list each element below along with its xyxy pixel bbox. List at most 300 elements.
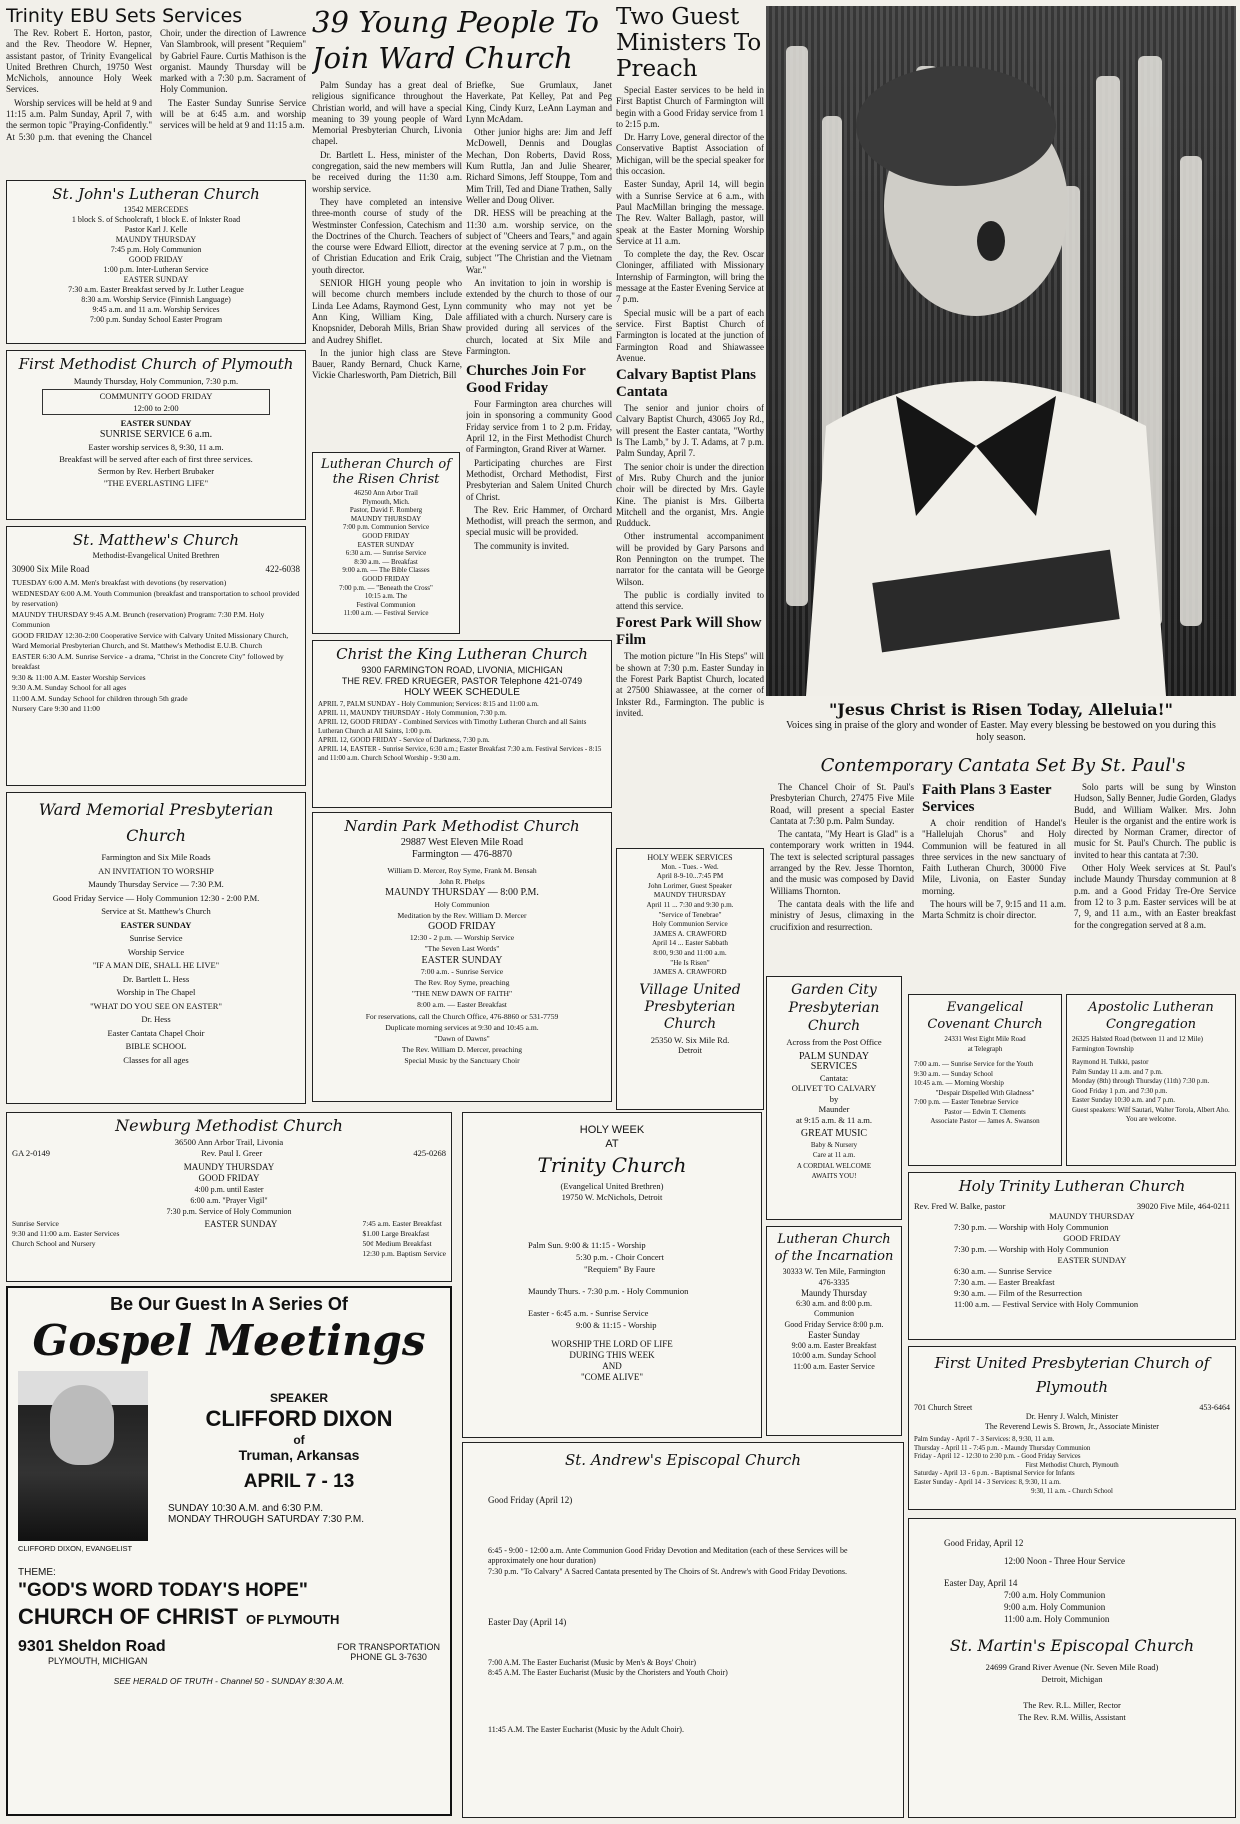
line: 7:30 p.m. "To Calvary" A Sacred Cantata presented by The Choirs of St. Andrew's with Good Friday Devotions. — [488, 1566, 847, 1576]
paragraph: The Rev. Eric Hammer, of Orchard Methodist, will preach the sermon, and special music will be provided. — [466, 504, 612, 538]
line: MAUNDY THURSDAY 9:45 A.M. Brunch (reservation) Program: 7:30 P.M. Holy Communion — [12, 609, 265, 629]
schedule-left — [12, 1219, 119, 1259]
line: Monday (8th) through Thursday (11th) 7:30 p.m. — [1072, 1077, 1210, 1085]
ad-lines — [1072, 1035, 1230, 1125]
line: 9:00 & 11:15 - Worship — [576, 1320, 657, 1330]
ad-head: Be Our Guest In A Series Of — [110, 1294, 348, 1314]
article-body — [312, 80, 462, 382]
line: Easter Day (April 14) — [488, 1617, 567, 1627]
line: EASTER SUNDAY — [120, 919, 192, 930]
line: First Methodist Church, Plymouth — [1025, 1461, 1119, 1469]
paragraph: Easter Sunday, April 14, will begin with a Sunrise Service at 6 a.m., with Paul MacMillan bringing the message. The Rev. Walter Ballagh, pastor, will speak at the Easter Morning Worship Service at 11 a.m. — [616, 179, 764, 246]
line: "Dawn of Dawns" — [434, 1034, 490, 1044]
church-name: CHURCH OF CHRIST — [18, 1604, 238, 1629]
ad-st-martins — [908, 1518, 1236, 1818]
ad-nardin-park — [312, 812, 612, 1102]
paragraph: Worship services will be held at 9 and 11:15 a.m. Palm Sunday, April 7, with the sermon topic "Praying-Confidently." At 5:30 p.m. that evening the Chancel Choir, under the direction of Lawrence Van Slambrook, will present "Requiem" by Gabriel Faure. Curtis Mathison is the organist. Maundy Thursday will be marked with a 7:30 p.m. Sacrament of Holy Communion. — [6, 28, 306, 142]
ad-st-matthews — [6, 526, 306, 786]
ad-lines — [12, 578, 300, 715]
speaker-town: Truman, Arkansas — [238, 1447, 360, 1463]
line: 7:45 a.m. Easter Breakfast — [362, 1219, 442, 1228]
line: "IF A MAN DIE, SHALL HE LIVE" — [92, 960, 220, 970]
article-col-mid — [922, 782, 1066, 935]
address: 701 Church Street — [914, 1403, 973, 1412]
line: 7:30 p.m. — Worship with Holy Communion — [954, 1222, 1109, 1232]
line: For reservations, call the Church Office, 476-8860 or 531-7759 — [365, 1011, 559, 1021]
line: William D. Mercer, Roy Syme, Frank M. Bensah — [387, 866, 537, 875]
line: SUNRISE SERVICE 6 a.m. — [99, 429, 213, 440]
ad-footer — [914, 1661, 1230, 1723]
speaker-of: of — [293, 1433, 305, 1447]
line: MAUNDY THURSDAY — [653, 891, 727, 900]
ad-risen-christ — [312, 452, 460, 634]
line: "Service of Tenebrae" — [658, 910, 722, 919]
line: 6:45 - 9:00 - 12:00 a.m. Ante Communion Good Friday Devotion and Meditation (each of these Services will be approximately one hour duration) — [488, 1545, 848, 1565]
line: "The Seven Last Words" — [424, 944, 500, 954]
address-row — [18, 1638, 440, 1666]
ad-lines — [914, 1537, 1230, 1625]
line: Guest speakers: Wilf Sautari, Walter Torola, Albert Aho. — [1072, 1105, 1230, 1114]
church-name: Lutheran Church of the Risen Christ — [320, 457, 452, 487]
line: Festival Communion — [356, 600, 416, 609]
paragraph: Briefke, Sue Grumlaux, Janet Haverkate, Pat Kelley, Pat and Peg King, Cindy Kurz, LeAnn Layman and Lynn McAdam. — [466, 80, 612, 124]
line: WORSHIP THE LORD OF LIFE — [551, 1339, 673, 1349]
easter-choir-photo — [766, 6, 1236, 696]
line: at 9:15 a.m. & 11 a.m. — [796, 1114, 872, 1125]
line: "He Is Risen" — [670, 958, 710, 967]
ad-lines — [914, 1035, 1056, 1127]
line: $1.00 Large Breakfast — [362, 1229, 430, 1238]
church-name: St. John's Lutheran Church — [52, 185, 260, 203]
line: 8:30 a.m. — Breakfast — [354, 557, 418, 566]
line: A CORDIAL WELCOME — [796, 1161, 872, 1170]
address-row — [914, 1403, 1230, 1412]
speaker-label: SPEAKER — [269, 1391, 328, 1405]
line: 50¢ Medium Breakfast — [362, 1239, 432, 1248]
address: 29887 West Eleven Mile Road — [400, 837, 524, 848]
line: Easter Cantata Chapel Choir — [107, 1027, 205, 1038]
line: EASTER SUNDAY — [120, 418, 192, 428]
line: 8:45 A.M. The Easter Eucharist (Music by the Choristers and Youth Choir) — [488, 1668, 728, 1677]
line: Easter Day, April 14 — [944, 1578, 1018, 1588]
line: Good Friday Service — Holy Communion 12:30 - 2:00 P.M. — [52, 892, 260, 903]
ad-evangelical-covenant — [908, 994, 1062, 1166]
choir-boy-mouth — [977, 221, 1005, 261]
church-name: First United Presbyterian Church of Plymouth — [934, 1354, 1210, 1396]
article-col3 — [466, 80, 612, 628]
line: MAUNDY THURSDAY — [115, 235, 197, 244]
subheadline: Churches Join For Good Friday — [466, 363, 586, 397]
line: Maundy Thursday — [800, 1288, 868, 1298]
subheadline: Faith Plans 3 Easter Services — [922, 782, 1052, 815]
line: Maundy Thursday, Holy Communion, 7:30 p.m. — [73, 376, 239, 386]
line: 7:00 p.m. — Easter Tenebrae Service — [914, 1098, 1019, 1106]
line: Pastor, David F. Romberg — [349, 506, 423, 515]
line: The Rev. Roy Syme, preaching — [414, 978, 510, 988]
line: APRIL 14, EASTER - Sunrise Service, 6:30 a.m.; Easter Breakfast 7:30 a.m. Festival Services - 8:15 and 11:00 a.m. Church School Worship - 9:30 a.m. — [318, 745, 602, 762]
ad-first-united-presbyterian — [908, 1346, 1236, 1510]
church-name: St. Matthew's Church — [72, 531, 240, 549]
line: AND — [602, 1361, 622, 1371]
paragraph: The motion picture "In His Steps" will be shown at 7:30 p.m. Easter Sunday in the Forest Park Baptist Church, located at 27500 Shiawassee, at the corner of Inkster Rd., Farmington. The public is invited. — [616, 651, 764, 718]
ad-footer — [468, 1339, 756, 1383]
phone: GA 2-0149 — [12, 1148, 51, 1158]
line: 8:00 a.m. — Easter Breakfast — [417, 1000, 507, 1010]
line: April 8-9-10...7:45 PM — [656, 872, 724, 881]
ad-apostolic-lutheran — [1066, 994, 1236, 1166]
church-name: Christ the King Lutheran Church — [336, 645, 588, 663]
line: 7:30 p.m. — Worship with Holy Communion — [954, 1244, 1109, 1254]
ad-lines — [12, 205, 300, 325]
line: 7:30 p.m. Service of Holy Communion — [166, 1207, 292, 1216]
ad-lines — [772, 1037, 896, 1182]
portrait-face — [50, 1385, 114, 1465]
ad-lines — [12, 375, 300, 489]
line: Palm Sun. 9:00 & 11:15 - Worship — [528, 1240, 646, 1250]
city: Detroit — [677, 1044, 703, 1055]
address: 19750 W. McNichols, Detroit — [561, 1192, 663, 1202]
paragraph: To complete the day, the Rev. Oscar Cloninger, affiliated with Missionary Internship of Farmington, will bring the message at the Easter Evening Service at 7 p.m. — [616, 249, 764, 305]
paragraph: Special Easter services to be held in First Baptist Church of Farmington will begin with a Good Friday service from 1 to 2:15 p.m. — [616, 85, 764, 129]
line: GREAT MUSIC — [800, 1128, 868, 1139]
ad-lines — [468, 1495, 898, 1735]
line: Service at St. Matthew's Church — [101, 906, 211, 916]
line: HOLY WEEK SERVICES — [647, 853, 733, 862]
line: "THE EVERLASTING LIFE" — [103, 478, 209, 488]
line: Dr. Hess — [141, 1014, 171, 1024]
line: Associate Pastor — James A. Swanson — [930, 1117, 1040, 1125]
line: 9:45 a.m. and 11 a.m. Worship Services — [92, 305, 220, 314]
line: John Lorimer, Guest Speaker — [648, 881, 732, 890]
paragraph: SENIOR HIGH young people who will become church members include Linda Lee Adams, Raymond Gest, Lynn Ann King, William King, Dale Knopsnider, Deborah Mills, Brian Shaw and Audrey Shiflet. — [312, 278, 462, 345]
line: Friday - April 12 - 12:30 to 2:30 p.m. - Good Friday Services — [914, 1453, 1081, 1461]
line: GOOD FRIDAY — [128, 255, 184, 264]
meeting-times: MONDAY THROUGH SATURDAY 7:30 P.M. — [168, 1514, 364, 1525]
line: Nursery Care 9:30 and 11:00 — [12, 704, 100, 713]
line: 11:00 a.m. — Festival Service with Holy Communion — [954, 1299, 1139, 1309]
paragraph: Solo parts will be sung by Winston Hudson, Sally Benner, Judie Gorden, Gladys Budd, and William Walker. Mrs. John Heuler is the organist and the entire work is directed by Norman Cramer, director of music for St. Paul's Church. The public is invited to hear this cantata at 7:30. — [1074, 782, 1236, 860]
paragraph: A choir rendition of Handel's "Hallelujah Chorus" and Holy Communion will be featured in all three services in the new sanctuary of Faith Lutheran Church, 30000 Five Mile, Livonia, on Easter Sunday morning. — [922, 818, 1066, 896]
schedule-row — [12, 1219, 446, 1259]
good-friday-box — [42, 389, 270, 415]
ad-village-united — [616, 848, 764, 1110]
subheadline: Forest Park Will Show Film — [616, 615, 762, 649]
line: 7:00 p.m. Communion Service — [342, 523, 430, 532]
paragraph: The Easter Sunday Sunrise Service will be at 6:45 a.m. and worship services will be held at 9 and 11:15 a.m. — [160, 97, 306, 131]
article-body — [466, 80, 612, 357]
line: "WHAT DO YOU SEE ON EASTER" — [90, 1000, 222, 1011]
line: 8:30 a.m. Worship Service (Finnish Language) — [81, 295, 231, 304]
church-name: Ward Memorial Presbyterian Church — [38, 800, 274, 845]
line: April 14 ... Easter Sabbath — [651, 939, 729, 948]
line: 12:30 - 2 p.m. — Worship Service — [409, 933, 515, 943]
line: Raymond H. Tulkki, pastor — [1072, 1058, 1149, 1066]
head: AT — [605, 1138, 619, 1150]
candle — [786, 46, 808, 606]
line: GOOD FRIDAY — [1063, 1233, 1121, 1243]
article-body — [616, 85, 764, 364]
line: 6:30 a.m. — Sunrise Service — [345, 549, 427, 558]
paragraph: The community is invited. — [474, 540, 569, 551]
article-body — [6, 28, 306, 143]
line: 7:00 a.m. - Sunrise Service — [420, 966, 504, 976]
ad-incarnation — [766, 1226, 902, 1436]
line: Maunder — [818, 1104, 850, 1114]
line: GOOD FRIDAY — [362, 574, 410, 583]
church-name: First Methodist Church of Plymouth — [18, 355, 294, 373]
line: April 11 ... 7:30 and 9:30 p.m. — [646, 900, 734, 909]
article-two-guest-ministers — [616, 4, 764, 844]
line: at Telegraph — [967, 1044, 1003, 1053]
theme-label: THEME: — [18, 1567, 56, 1578]
phone: 425-0268 — [413, 1148, 446, 1158]
ad-lines — [318, 489, 454, 618]
head: HOLY WEEK — [579, 1124, 645, 1136]
headline: Two Guest Ministers To Preach — [616, 4, 762, 82]
line: Dr. Bartlett L. Hess — [122, 973, 190, 984]
line: Easter Sunday 10:30 a.m. and 7 p.m. — [1072, 1096, 1176, 1104]
line: AN INVITATION TO WORSHIP — [98, 865, 214, 876]
line: 5:30 p.m. - Choir Concert — [576, 1252, 664, 1262]
caption-title: "Jesus Christ is Risen Today, Alleluia!" — [828, 700, 1174, 719]
church-city: OF PLYMOUTH — [246, 1612, 340, 1627]
ad-header — [468, 1123, 756, 1151]
theme: "GOD'S WORD TODAY'S HOPE" — [18, 1580, 308, 1601]
line: 10:15 a.m. The — [364, 592, 408, 601]
pastor: Rev. Fred W. Balke, pastor — [914, 1201, 1006, 1211]
line: Sunrise Service — [12, 1219, 59, 1228]
line: JAMES A. CRAWFORD — [653, 929, 727, 938]
church-name: Newburg Methodist Church — [115, 1116, 343, 1135]
line: MAUNDY THURSDAY — [1049, 1211, 1135, 1221]
transport-phone: PHONE GL 3-7630 — [350, 1652, 427, 1662]
pastor-row — [12, 1148, 446, 1158]
paragraph: The Chancel Choir of St. Paul's Presbyterian Church, 27475 Five Mile Road, will present a special Easter Cantata at 7:30 p.m. Palm Sunday. — [770, 782, 914, 826]
line: Good Friday, April 12 — [944, 1538, 1024, 1548]
line: The Rev. William D. Mercer, preaching — [401, 1045, 523, 1055]
line: Sunrise Service — [129, 933, 183, 943]
paragraph: Participating churches are First Methodist, Orchard Methodist, First Presbyterian and Salem United Church of Christ. — [466, 457, 612, 502]
minister: Dr. Henry J. Walch, Minister — [1025, 1412, 1119, 1421]
line: Palm Sunday - April 7 - 3 Services: 8, 9:30, 11 a.m. — [914, 1436, 1055, 1443]
line: Classes for all ages — [123, 1054, 189, 1065]
line: Maundy Thursday Service — 7:30 P.M. — [88, 879, 224, 889]
pastor: Rev. Paul I. Greer — [201, 1148, 263, 1158]
ad-gospel-meetings — [6, 1286, 452, 1816]
church-name: Lutheran Church of the Incarnation — [774, 1232, 894, 1264]
paragraph: In the junior high class are Steve Bauer, Randy Bernard, Chuck Karne, Vickie Charlesworth, Pam Dietrich, Bill — [312, 347, 462, 381]
article-body — [1074, 782, 1236, 935]
line: John R. Phelps — [439, 877, 485, 887]
article-trinity-ebu — [6, 6, 306, 176]
line: The Rev. R.L. Miller, Rector — [1023, 1700, 1121, 1710]
line: GOOD FRIDAY — [428, 921, 496, 933]
address: 36500 Ann Arbor Trail, Livonia — [174, 1137, 284, 1147]
line: Pastor — Edwin T. Clements — [944, 1107, 1026, 1116]
line: Church School and Nursery — [12, 1239, 96, 1248]
line: Special Music by the Sanctuary Choir — [404, 1056, 520, 1066]
line: 9:00 a.m. Holy Communion — [1004, 1602, 1106, 1612]
meeting-times: SUNDAY 10:30 A.M. and 6:30 P.M. — [168, 1503, 324, 1514]
line: APRIL 11, MAUNDY THURSDAY - Holy Communion, 7:30 p.m. — [318, 709, 507, 717]
schedule-right — [362, 1219, 446, 1259]
paragraph: The cantata deals with the life and ministry of Jesus, climaxing in the crucifixion and resurrection. — [770, 898, 914, 932]
line: EASTER SUNDAY — [123, 275, 189, 284]
line: 7:00 A.M. The Easter Eucharist (Music by Men's & Boys' Choir) — [488, 1657, 697, 1667]
paragraph: They have completed an intensive three-month course of study of the Westminster Confession, Catechism and the Doctrines of the Church. Teachers of the course were Edward Elliott, director of Christian Education and Erik Craig, youth director. — [312, 196, 462, 275]
line: Pastor Karl J. Kelle — [124, 225, 188, 234]
line: Sermon by Rev. Herbert Brubaker — [97, 466, 215, 476]
line: 7:00 a.m. Holy Communion — [1004, 1590, 1106, 1600]
phone: 453-6464 — [1199, 1403, 1230, 1412]
line: 11:00 a.m. — Festival Service — [343, 609, 429, 618]
line: "Despair Dispelled With Gladness" — [935, 1088, 1035, 1097]
line: Baby & Nursery — [810, 1140, 858, 1149]
line: "COME ALIVE" — [580, 1372, 644, 1382]
line: 12:00 to 2:00 — [133, 403, 179, 413]
line: 9:30 and 11:00 a.m. Easter Services — [12, 1229, 120, 1238]
ad-holy-trinity-lutheran — [908, 1172, 1236, 1340]
line: Meditation by the Rev. William D. Mercer — [397, 910, 527, 920]
ad-header — [318, 665, 606, 698]
meeting-dates: APRIL 7 - 13 — [243, 1471, 355, 1492]
article-body — [466, 399, 612, 552]
transport-block — [337, 1638, 440, 1666]
paragraph: Other junior highs are: Jim and Jeff McDowell, Dennis and Douglas Mechan, Don Roberts, David Ross, Kum Ruttla, Jan and Julie Shearer, Richard Simons, Jeff Stouppe, Tom and Mim Trill, Ted and Diane Trathen, Sally Weller and Doug Oliver. — [466, 127, 612, 205]
line: Breakfast will be served after each of first three services. — [59, 454, 253, 464]
line: 7:30 a.m. — Easter Breakfast — [954, 1277, 1055, 1287]
schedule-title: HOLY WEEK SCHEDULE — [404, 687, 520, 698]
line: 9:00 a.m. — The Bible Classes — [342, 566, 430, 575]
caption-text: Voices sing in praise of the glory and wonder of Easter. May every blessing be bestowed on you during this holy season. — [786, 720, 1216, 743]
line: Holy Communion — [434, 899, 490, 909]
photo-caption: CLIFFORD DIXON, EVANGELIST — [18, 1544, 133, 1553]
ad-lines — [468, 1239, 756, 1331]
line: APRIL 7, PALM SUNDAY - Holy Communion; Services: 8:15 and 11:00 a.m. — [318, 700, 539, 708]
line: Easter Sunday — [808, 1330, 860, 1340]
line: Holy Communion Service — [652, 920, 728, 929]
line: The Rev. R.M. Willis, Assistant — [1018, 1712, 1126, 1722]
line: WEDNESDAY 6:00 A.M. Youth Communion (breakfast and transportation to school provided by reservation) — [12, 588, 300, 608]
candle — [1180, 156, 1202, 626]
line: 24699 Grand River Avenue (Nr. Seven Mile Road) — [985, 1662, 1159, 1672]
line: Across from the Post Office — [786, 1037, 882, 1047]
line: Easter worship services 8, 9:30, 11 a.m. — [88, 442, 224, 452]
line: 9:30 & 11:00 A.M. Easter Worship Services — [12, 672, 146, 682]
pastor-row — [914, 1201, 1230, 1211]
phone: 422-6038 — [265, 564, 300, 574]
line: 7:45 p.m. Holy Communion — [110, 245, 202, 254]
line: MAUNDY THURSDAY — 8:00 P.M. — [385, 887, 539, 899]
line: DURING THIS WEEK — [569, 1350, 655, 1360]
ad-lines — [318, 865, 606, 1067]
ad-ward-memorial — [6, 792, 306, 1104]
ad-newburg — [6, 1112, 452, 1282]
article-body — [616, 651, 764, 719]
line: EASTER SUNDAY — [357, 540, 415, 549]
line: 10:00 a.m. Sunday School — [791, 1351, 877, 1360]
phone: Telephone 421-0749 — [500, 676, 583, 686]
denomination: Methodist-Evangelical United Brethren — [92, 551, 220, 560]
line: APRIL 12, GOOD FRIDAY - Service of Darkness, 7:30 p.m. — [318, 736, 490, 744]
speaker-info — [158, 1371, 440, 1553]
headline: Trinity EBU Sets Services — [6, 6, 243, 27]
ad-lines — [914, 1211, 1230, 1310]
line: 10:45 a.m. — Morning Worship — [914, 1079, 1004, 1087]
city: Farmington — 476-8870 — [412, 849, 512, 860]
article-body — [770, 782, 914, 935]
line: MAUNDY THURSDAY — [350, 514, 422, 523]
address-row — [12, 564, 300, 574]
line: 9:30, 11 a.m. - Church School — [1031, 1487, 1113, 1495]
church-row — [18, 1604, 440, 1630]
associate-minister: The Reverend Lewis S. Brown, Jr., Associate Minister — [985, 1422, 1159, 1431]
ad-lines — [772, 1267, 896, 1372]
line: 46250 Ann Arbor Trail — [354, 489, 418, 497]
line: 12:30 p.m. Baptism Service — [362, 1249, 446, 1258]
line: Palm Sunday 11 a.m. and 7 p.m. — [1072, 1067, 1163, 1076]
line: GOOD FRIDAY — [198, 1173, 260, 1183]
pastor-row — [318, 676, 606, 687]
paragraph: The hours will be 7, 9:15 and 11 a.m. Marta Schmitz is choir director. — [922, 899, 1066, 921]
subheadline: Calvary Baptist Plans Cantata — [616, 367, 757, 401]
ad-st-andrews — [462, 1442, 904, 1818]
line: Saturday - April 13 - 6 p.m. - Baptismal Service for Infants — [914, 1470, 1075, 1478]
line: Good Friday 1 p.m. and 7:30 p.m. — [1072, 1086, 1168, 1095]
line: 12:00 Noon - Three Hour Service — [1004, 1556, 1126, 1566]
ad-christ-the-king — [312, 640, 612, 808]
line: 7:00 a.m. — Sunrise Service for the Youth — [914, 1060, 1033, 1068]
line: Easter Sunday - April 14 - 3 Services: 8, 9:30, 11 a.m. — [914, 1478, 1061, 1486]
paragraph: Palm Sunday has a great deal of religious significance throughout the Christian world, and will have a special meaning to 39 young people of Ward Memorial Presbyterian Church, Livonia chapel. — [312, 80, 462, 147]
paragraph: Four Farmington area churches will join in sponsoring a community Good Friday service from 1 to 2 p.m. Friday, April 12, in the First Methodist Church of Farmington, Grand River at Warner. — [466, 399, 612, 455]
line: 9:30 a.m. — Sunday School — [914, 1069, 993, 1078]
paragraph: The senior and junior choirs of Calvary Baptist Church, 43065 Joy Rd., will present the Easter cantata, "Worthy Is The Lamb," by J. T. Adams, at 7 p.m. Palm Sunday, April 7. — [616, 403, 764, 459]
church-name: Garden City Presbyterian Church — [788, 982, 880, 1034]
line: Care at 11 a.m. — [812, 1151, 856, 1159]
line: EASTER SUNDAY — [204, 1219, 278, 1229]
ad-lines — [318, 700, 606, 763]
line: 9:00 a.m. Easter Breakfast — [791, 1340, 877, 1350]
line: 4:00 p.m. until Easter — [194, 1185, 264, 1194]
church-name: St. Andrew's Episcopal Church — [564, 1451, 802, 1469]
line: JAMES A. CRAWFORD — [653, 968, 727, 977]
church-name: Holy Trinity Lutheran Church — [958, 1177, 1186, 1195]
denomination: (Evangelical United Brethren) — [560, 1181, 664, 1191]
line: 11:45 A.M. The Easter Eucharist (Music by the Adult Choir). — [488, 1724, 684, 1734]
line: Communion — [813, 1309, 854, 1318]
headline: Contemporary Cantata Set By St. Paul's — [820, 755, 1186, 776]
address: 25350 W. Six Mile Rd. — [650, 1034, 730, 1045]
line: Thursday - April 11 - 7:45 p.m. - Maundy Thursday Communion — [914, 1444, 1091, 1452]
line: 24331 West Eight Mile Road — [944, 1035, 1026, 1043]
church-name: Village United Presbyterian Church — [639, 981, 741, 1032]
choir-robe — [806, 381, 1166, 696]
line: Worship Service — [127, 946, 185, 957]
line: OLIVET TO CALVARY — [791, 1083, 877, 1093]
line: APRIL 12, GOOD FRIDAY - Combined Services with Timothy Lutheran Church and all Saints Lutheran Church at All Saints, 1:00 p.m. — [318, 718, 587, 735]
church-name: Nardin Park Methodist Church — [344, 817, 580, 835]
line: Duplicate morning services at 9:30 and 10:45 a.m. — [385, 1022, 539, 1032]
pastor: THE REV. FRED KRUEGER, PASTOR — [341, 676, 498, 686]
line: 1:00 p.m. Inter-Lutheran Service — [103, 265, 209, 274]
ad-lines — [12, 851, 300, 1067]
church-name: Trinity Church — [537, 1153, 687, 1177]
line: 7:30 a.m. Easter Breakfast served by Jr. Luther League — [68, 285, 244, 294]
line: GOOD FRIDAY 12:30-2:00 Cooperative Service with Calvary United Missionary Church, Ward Memorial Presbyterian Church, and St. Matthew's Methodist E.U.B. Church — [12, 630, 289, 650]
paragraph: The Rev. Robert E. Horton, pastor, and the Rev. Theodore W. Hepner, assistant pastor, of Trinity Evangelical United Brethren Church, 19750 West McNichols, announce Holy Week Services. — [6, 28, 152, 95]
line: 7:00 p.m. Sunday School Easter Program — [89, 315, 223, 324]
